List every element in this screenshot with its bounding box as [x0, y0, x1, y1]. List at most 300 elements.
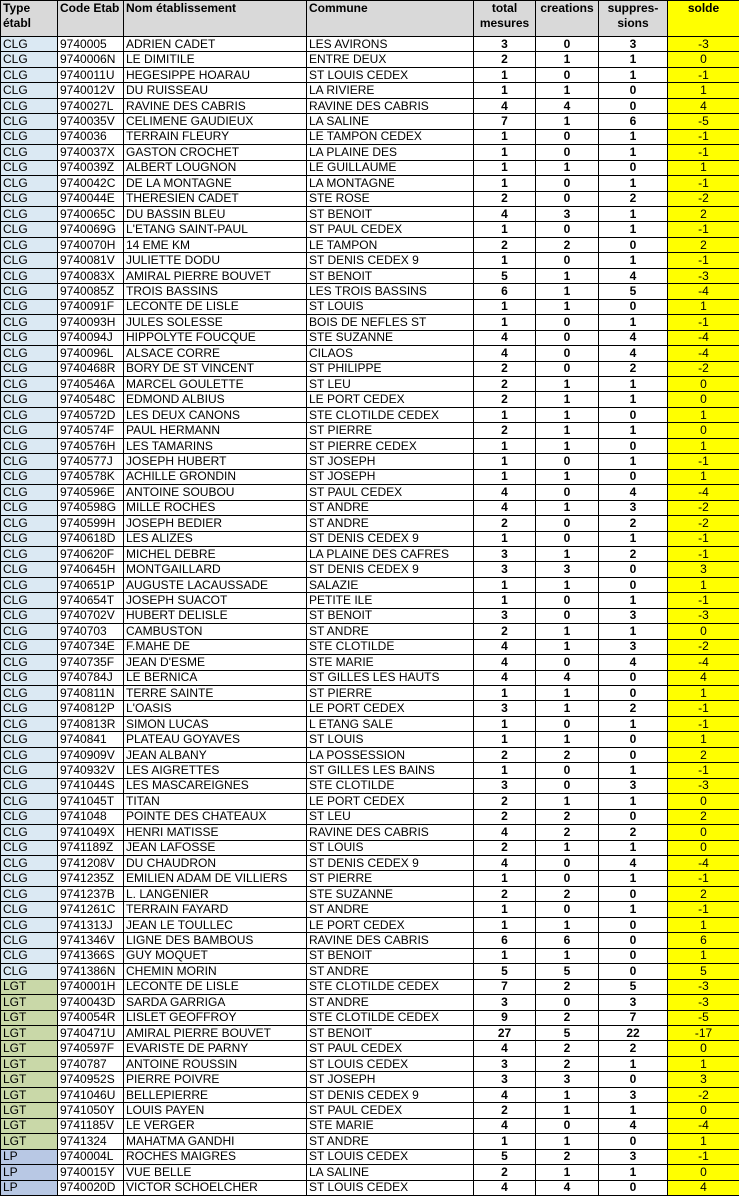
cell-total[interactable]: 2 — [474, 52, 536, 67]
cell-solde[interactable]: -4 — [668, 856, 739, 871]
cell-solde[interactable]: -1 — [668, 902, 739, 917]
cell-solde[interactable]: 0 — [668, 52, 739, 67]
cell-suppressions[interactable]: 1 — [599, 794, 668, 809]
cell-solde[interactable]: 1 — [668, 948, 739, 963]
cell-nom[interactable]: MARCEL GOULETTE — [124, 376, 307, 391]
cell-creations[interactable]: 0 — [536, 176, 599, 191]
cell-total[interactable]: 5 — [474, 1149, 536, 1164]
cell-suppressions[interactable]: 3 — [599, 500, 668, 515]
cell-nom[interactable]: HENRI MATISSE — [124, 825, 307, 840]
cell-solde[interactable]: -2 — [668, 1087, 739, 1102]
cell-total[interactable]: 4 — [474, 346, 536, 361]
cell-code[interactable]: 9741050Y — [58, 1103, 124, 1118]
cell-suppressions[interactable]: 0 — [599, 809, 668, 824]
cell-solde[interactable]: 1 — [668, 917, 739, 932]
cell-code[interactable]: 9740065C — [58, 206, 124, 221]
cell-type[interactable]: CLG — [1, 577, 58, 592]
cell-code[interactable]: 9740598G — [58, 500, 124, 515]
cell-solde[interactable]: -1 — [668, 67, 739, 82]
cell-nom[interactable]: LES MASCAREIGNES — [124, 778, 307, 793]
cell-solde[interactable]: -5 — [668, 1010, 739, 1025]
cell-total[interactable]: 2 — [474, 376, 536, 391]
cell-total[interactable]: 3 — [474, 995, 536, 1010]
cell-suppressions[interactable]: 1 — [599, 392, 668, 407]
cell-total[interactable]: 1 — [474, 129, 536, 144]
cell-commune[interactable]: SALAZIE — [307, 577, 474, 592]
cell-total[interactable]: 9 — [474, 1010, 536, 1025]
cell-total[interactable]: 4 — [474, 206, 536, 221]
cell-creations[interactable]: 0 — [536, 454, 599, 469]
cell-type[interactable]: CLG — [1, 840, 58, 855]
cell-code[interactable]: 9740574F — [58, 423, 124, 438]
cell-total[interactable]: 2 — [474, 423, 536, 438]
cell-solde[interactable]: -1 — [668, 129, 739, 144]
cell-solde[interactable]: -4 — [668, 485, 739, 500]
cell-creations[interactable]: 3 — [536, 562, 599, 577]
cell-suppressions[interactable]: 7 — [599, 1010, 668, 1025]
cell-solde[interactable]: 0 — [668, 1165, 739, 1180]
cell-type[interactable]: CLG — [1, 624, 58, 639]
cell-suppressions[interactable]: 1 — [599, 454, 668, 469]
cell-suppressions[interactable]: 2 — [599, 191, 668, 206]
cell-creations[interactable]: 0 — [536, 485, 599, 500]
cell-creations[interactable]: 2 — [536, 1010, 599, 1025]
cell-commune[interactable]: STE MARIE — [307, 655, 474, 670]
cell-creations[interactable]: 1 — [536, 160, 599, 175]
cell-nom[interactable]: MAHATMA GANDHI — [124, 1134, 307, 1149]
cell-code[interactable]: 9740091F — [58, 299, 124, 314]
cell-creations[interactable]: 5 — [536, 1026, 599, 1041]
cell-nom[interactable]: LIGNE DES BAMBOUS — [124, 933, 307, 948]
cell-nom[interactable]: GASTON CROCHET — [124, 145, 307, 160]
cell-suppressions[interactable]: 0 — [599, 299, 668, 314]
cell-suppressions[interactable]: 1 — [599, 52, 668, 67]
cell-creations[interactable]: 0 — [536, 531, 599, 546]
cell-total[interactable]: 1 — [474, 948, 536, 963]
cell-commune[interactable]: ST LOUIS — [307, 299, 474, 314]
cell-suppressions[interactable]: 1 — [599, 871, 668, 886]
cell-commune[interactable]: LA SALINE — [307, 114, 474, 129]
cell-suppressions[interactable]: 1 — [599, 253, 668, 268]
cell-nom[interactable]: JOSEPH HUBERT — [124, 454, 307, 469]
cell-solde[interactable]: 1 — [668, 1056, 739, 1071]
cell-total[interactable]: 1 — [474, 1134, 536, 1149]
cell-nom[interactable]: JEAN D'ESME — [124, 655, 307, 670]
cell-type[interactable]: CLG — [1, 222, 58, 237]
cell-nom[interactable]: AMIRAL PIERRE BOUVET — [124, 268, 307, 283]
cell-nom[interactable]: ANTOINE SOUBOU — [124, 485, 307, 500]
cell-solde[interactable]: 0 — [668, 840, 739, 855]
cell-suppressions[interactable]: 1 — [599, 129, 668, 144]
cell-nom[interactable]: DE LA MONTAGNE — [124, 176, 307, 191]
cell-suppressions[interactable]: 0 — [599, 1180, 668, 1195]
cell-code[interactable]: 9740012V — [58, 83, 124, 98]
cell-creations[interactable]: 0 — [536, 1118, 599, 1133]
cell-creations[interactable]: 1 — [536, 469, 599, 484]
cell-nom[interactable]: HIPPOLYTE FOUCQUE — [124, 330, 307, 345]
cell-solde[interactable]: -1 — [668, 145, 739, 160]
cell-creations[interactable]: 0 — [536, 516, 599, 531]
cell-total[interactable]: 2 — [474, 624, 536, 639]
cell-total[interactable]: 3 — [474, 701, 536, 716]
cell-commune[interactable]: LA SALINE — [307, 1165, 474, 1180]
cell-creations[interactable]: 1 — [536, 423, 599, 438]
cell-commune[interactable]: LE PORT CEDEX — [307, 794, 474, 809]
cell-suppressions[interactable]: 3 — [599, 37, 668, 52]
cell-solde[interactable]: 2 — [668, 747, 739, 762]
cell-commune[interactable]: STE ROSE — [307, 191, 474, 206]
cell-code[interactable]: 9741346V — [58, 933, 124, 948]
cell-solde[interactable]: 0 — [668, 1103, 739, 1118]
cell-creations[interactable]: 0 — [536, 361, 599, 376]
cell-solde[interactable]: -2 — [668, 500, 739, 515]
cell-code[interactable]: 9740596E — [58, 485, 124, 500]
cell-total[interactable]: 1 — [474, 160, 536, 175]
cell-total[interactable]: 2 — [474, 747, 536, 762]
cell-code[interactable]: 9741237B — [58, 886, 124, 901]
cell-nom[interactable]: L'OASIS — [124, 701, 307, 716]
cell-creations[interactable]: 1 — [536, 1087, 599, 1102]
cell-code[interactable]: 9740006N — [58, 52, 124, 67]
cell-suppressions[interactable]: 4 — [599, 268, 668, 283]
cell-commune[interactable]: LE PORT CEDEX — [307, 392, 474, 407]
cell-commune[interactable]: ST PAUL CEDEX — [307, 1041, 474, 1056]
cell-type[interactable]: CLG — [1, 407, 58, 422]
cell-suppressions[interactable]: 0 — [599, 98, 668, 113]
cell-code[interactable]: 9740734E — [58, 639, 124, 654]
cell-creations[interactable]: 0 — [536, 995, 599, 1010]
cell-type[interactable]: CLG — [1, 52, 58, 67]
cell-total[interactable]: 4 — [474, 655, 536, 670]
header-suppressions[interactable]: suppres-sions — [599, 1, 668, 37]
cell-type[interactable]: CLG — [1, 129, 58, 144]
cell-type[interactable]: LGT — [1, 1134, 58, 1149]
cell-code[interactable]: 9741045T — [58, 794, 124, 809]
cell-creations[interactable]: 0 — [536, 37, 599, 52]
cell-code[interactable]: 9740577J — [58, 454, 124, 469]
cell-commune[interactable]: LE PORT CEDEX — [307, 701, 474, 716]
cell-type[interactable]: CLG — [1, 237, 58, 252]
cell-commune[interactable]: ST PIERRE — [307, 871, 474, 886]
cell-total[interactable]: 7 — [474, 114, 536, 129]
cell-total[interactable]: 4 — [474, 825, 536, 840]
cell-nom[interactable]: GUY MOQUET — [124, 948, 307, 963]
cell-code[interactable]: 9740812P — [58, 701, 124, 716]
cell-suppressions[interactable]: 4 — [599, 346, 668, 361]
cell-creations[interactable]: 3 — [536, 206, 599, 221]
cell-code[interactable]: 9740703 — [58, 624, 124, 639]
cell-nom[interactable]: TITAN — [124, 794, 307, 809]
cell-creations[interactable]: 1 — [536, 1134, 599, 1149]
cell-type[interactable]: CLG — [1, 114, 58, 129]
cell-code[interactable]: 9740597F — [58, 1041, 124, 1056]
cell-nom[interactable]: L. LANGENIER — [124, 886, 307, 901]
cell-commune[interactable]: ST PAUL CEDEX — [307, 1103, 474, 1118]
cell-suppressions[interactable]: 0 — [599, 1072, 668, 1087]
cell-total[interactable]: 1 — [474, 917, 536, 932]
cell-code[interactable]: 9740618D — [58, 531, 124, 546]
cell-type[interactable]: CLG — [1, 794, 58, 809]
cell-commune[interactable]: ST LEU — [307, 809, 474, 824]
cell-suppressions[interactable]: 4 — [599, 485, 668, 500]
cell-type[interactable]: CLG — [1, 392, 58, 407]
cell-commune[interactable]: ST LOUIS CEDEX — [307, 1056, 474, 1071]
cell-type[interactable]: CLG — [1, 608, 58, 623]
cell-solde[interactable]: -1 — [668, 546, 739, 561]
cell-code[interactable]: 9740787 — [58, 1056, 124, 1071]
cell-type[interactable]: CLG — [1, 593, 58, 608]
cell-nom[interactable]: CAMBUSTON — [124, 624, 307, 639]
header-total[interactable]: total mesures — [474, 1, 536, 37]
cell-type[interactable]: LGT — [1, 1026, 58, 1041]
cell-creations[interactable]: 1 — [536, 732, 599, 747]
cell-commune[interactable]: ST ANDRE — [307, 516, 474, 531]
cell-solde[interactable]: -1 — [668, 1149, 739, 1164]
cell-suppressions[interactable]: 22 — [599, 1026, 668, 1041]
cell-suppressions[interactable]: 3 — [599, 1087, 668, 1102]
cell-solde[interactable]: -1 — [668, 222, 739, 237]
cell-total[interactable]: 6 — [474, 284, 536, 299]
cell-solde[interactable]: 2 — [668, 237, 739, 252]
cell-commune[interactable]: STE SUZANNE — [307, 886, 474, 901]
cell-commune[interactable]: ST PAUL CEDEX — [307, 222, 474, 237]
cell-solde[interactable]: -4 — [668, 330, 739, 345]
cell-total[interactable]: 4 — [474, 670, 536, 685]
cell-type[interactable]: LGT — [1, 1103, 58, 1118]
cell-solde[interactable]: 1 — [668, 686, 739, 701]
cell-suppressions[interactable]: 0 — [599, 1134, 668, 1149]
cell-suppressions[interactable]: 4 — [599, 330, 668, 345]
cell-commune[interactable]: PETITE ILE — [307, 593, 474, 608]
cell-nom[interactable]: EDMOND ALBIUS — [124, 392, 307, 407]
cell-code[interactable]: 9741366S — [58, 948, 124, 963]
cell-code[interactable]: 9740651P — [58, 577, 124, 592]
cell-creations[interactable]: 1 — [536, 701, 599, 716]
cell-type[interactable]: CLG — [1, 485, 58, 500]
cell-commune[interactable]: LES TROIS BASSINS — [307, 284, 474, 299]
cell-solde[interactable]: 4 — [668, 1180, 739, 1195]
cell-solde[interactable]: 0 — [668, 794, 739, 809]
cell-commune[interactable]: ST GILLES LES HAUTS — [307, 670, 474, 685]
cell-code[interactable]: 9740096L — [58, 346, 124, 361]
cell-code[interactable]: 9740952S — [58, 1072, 124, 1087]
cell-commune[interactable]: L ETANG SALE — [307, 716, 474, 731]
cell-total[interactable]: 4 — [474, 485, 536, 500]
cell-commune[interactable]: ST ANDRE — [307, 902, 474, 917]
cell-nom[interactable]: ALBERT LOUGNON — [124, 160, 307, 175]
cell-solde[interactable]: 0 — [668, 392, 739, 407]
cell-commune[interactable]: RAVINE DES CABRIS — [307, 933, 474, 948]
cell-type[interactable]: CLG — [1, 191, 58, 206]
cell-code[interactable]: 9740784J — [58, 670, 124, 685]
cell-solde[interactable]: -2 — [668, 516, 739, 531]
cell-solde[interactable]: -1 — [668, 871, 739, 886]
cell-suppressions[interactable]: 2 — [599, 701, 668, 716]
cell-code[interactable]: 9740471U — [58, 1026, 124, 1041]
cell-code[interactable]: 9740813R — [58, 716, 124, 731]
cell-total[interactable]: 6 — [474, 933, 536, 948]
cell-type[interactable]: CLG — [1, 809, 58, 824]
cell-type[interactable]: CLG — [1, 886, 58, 901]
cell-type[interactable]: CLG — [1, 330, 58, 345]
cell-commune[interactable]: ST PHILIPPE — [307, 361, 474, 376]
cell-suppressions[interactable]: 2 — [599, 1041, 668, 1056]
cell-nom[interactable]: ACHILLE GRONDIN — [124, 469, 307, 484]
cell-nom[interactable]: EVARISTE DE PARNY — [124, 1041, 307, 1056]
cell-code[interactable]: 9740576H — [58, 438, 124, 453]
cell-commune[interactable]: ST BENOIT — [307, 948, 474, 963]
cell-nom[interactable]: RAVINE DES CABRIS — [124, 98, 307, 113]
cell-creations[interactable]: 1 — [536, 577, 599, 592]
cell-code[interactable]: 9741044S — [58, 778, 124, 793]
cell-creations[interactable]: 5 — [536, 964, 599, 979]
cell-commune[interactable]: RAVINE DES CABRIS — [307, 825, 474, 840]
cell-total[interactable]: 3 — [474, 1056, 536, 1071]
cell-type[interactable]: CLG — [1, 454, 58, 469]
cell-creations[interactable]: 1 — [536, 284, 599, 299]
cell-nom[interactable]: VUE BELLE — [124, 1165, 307, 1180]
cell-code[interactable]: 9740037X — [58, 145, 124, 160]
cell-total[interactable]: 1 — [474, 871, 536, 886]
cell-nom[interactable]: TROIS BASSINS — [124, 284, 307, 299]
cell-solde[interactable]: 2 — [668, 809, 739, 824]
cell-commune[interactable]: LE PORT CEDEX — [307, 917, 474, 932]
cell-code[interactable]: 9740654T — [58, 593, 124, 608]
cell-total[interactable]: 4 — [474, 1118, 536, 1133]
cell-suppressions[interactable]: 1 — [599, 593, 668, 608]
cell-type[interactable]: CLG — [1, 701, 58, 716]
cell-type[interactable]: CLG — [1, 176, 58, 191]
cell-code[interactable]: 9740735F — [58, 655, 124, 670]
cell-nom[interactable]: L'ETANG SAINT-PAUL — [124, 222, 307, 237]
cell-type[interactable]: CLG — [1, 778, 58, 793]
cell-commune[interactable]: ST LEU — [307, 376, 474, 391]
cell-solde[interactable]: -4 — [668, 284, 739, 299]
cell-solde[interactable]: -3 — [668, 37, 739, 52]
cell-suppressions[interactable]: 1 — [599, 206, 668, 221]
cell-type[interactable]: LGT — [1, 1118, 58, 1133]
cell-type[interactable]: LP — [1, 1149, 58, 1164]
cell-code[interactable]: 9741189Z — [58, 840, 124, 855]
cell-type[interactable]: LP — [1, 1180, 58, 1195]
cell-creations[interactable]: 0 — [536, 67, 599, 82]
cell-total[interactable]: 1 — [474, 407, 536, 422]
cell-solde[interactable]: 5 — [668, 964, 739, 979]
cell-code[interactable]: 9740004L — [58, 1149, 124, 1164]
cell-nom[interactable]: MICHEL DEBRE — [124, 546, 307, 561]
header-nom[interactable]: Nom établissement — [124, 1, 307, 37]
cell-nom[interactable]: LES ALIZES — [124, 531, 307, 546]
cell-creations[interactable]: 0 — [536, 346, 599, 361]
cell-commune[interactable]: ST ANDRE — [307, 1134, 474, 1149]
cell-commune[interactable]: ST BENOIT — [307, 608, 474, 623]
cell-creations[interactable]: 0 — [536, 253, 599, 268]
cell-suppressions[interactable]: 0 — [599, 237, 668, 252]
cell-creations[interactable]: 2 — [536, 1056, 599, 1071]
cell-total[interactable]: 1 — [474, 438, 536, 453]
cell-suppressions[interactable]: 1 — [599, 624, 668, 639]
cell-code[interactable]: 9740085Z — [58, 284, 124, 299]
cell-creations[interactable]: 1 — [536, 83, 599, 98]
cell-solde[interactable]: -1 — [668, 763, 739, 778]
cell-suppressions[interactable]: 1 — [599, 840, 668, 855]
cell-nom[interactable]: LES AIGRETTES — [124, 763, 307, 778]
cell-type[interactable]: CLG — [1, 732, 58, 747]
cell-code[interactable]: 9740094J — [58, 330, 124, 345]
cell-code[interactable]: 9741324 — [58, 1134, 124, 1149]
cell-creations[interactable]: 2 — [536, 237, 599, 252]
cell-type[interactable]: CLG — [1, 670, 58, 685]
cell-commune[interactable]: STE CLOTILDE — [307, 639, 474, 654]
cell-total[interactable]: 5 — [474, 964, 536, 979]
cell-solde[interactable]: 4 — [668, 670, 739, 685]
cell-creations[interactable]: 1 — [536, 546, 599, 561]
cell-type[interactable]: CLG — [1, 948, 58, 963]
cell-code[interactable]: 9740069G — [58, 222, 124, 237]
cell-creations[interactable]: 4 — [536, 98, 599, 113]
cell-type[interactable]: CLG — [1, 516, 58, 531]
cell-nom[interactable]: JOSEPH SUACOT — [124, 593, 307, 608]
cell-code[interactable]: 9740702V — [58, 608, 124, 623]
cell-solde[interactable]: -1 — [668, 701, 739, 716]
cell-commune[interactable]: ST PIERRE — [307, 423, 474, 438]
cell-commune[interactable]: ST JOSEPH — [307, 1072, 474, 1087]
cell-nom[interactable]: SARDA GARRIGA — [124, 995, 307, 1010]
cell-type[interactable]: CLG — [1, 284, 58, 299]
cell-commune[interactable]: BOIS DE NEFLES ST — [307, 315, 474, 330]
cell-total[interactable]: 1 — [474, 222, 536, 237]
cell-solde[interactable]: 1 — [668, 438, 739, 453]
cell-solde[interactable]: -1 — [668, 176, 739, 191]
header-code[interactable]: Code Etab — [58, 1, 124, 37]
cell-nom[interactable]: ADRIEN CADET — [124, 37, 307, 52]
cell-commune[interactable]: LE TAMPON CEDEX — [307, 129, 474, 144]
cell-code[interactable]: 9741185V — [58, 1118, 124, 1133]
cell-suppressions[interactable]: 1 — [599, 1103, 668, 1118]
cell-suppressions[interactable]: 1 — [599, 531, 668, 546]
cell-type[interactable]: CLG — [1, 546, 58, 561]
cell-solde[interactable]: -3 — [668, 995, 739, 1010]
cell-type[interactable]: CLG — [1, 423, 58, 438]
cell-suppressions[interactable]: 1 — [599, 423, 668, 438]
cell-solde[interactable]: -2 — [668, 639, 739, 654]
cell-code[interactable]: 9740011U — [58, 67, 124, 82]
cell-solde[interactable]: 1 — [668, 407, 739, 422]
cell-suppressions[interactable]: 0 — [599, 732, 668, 747]
cell-nom[interactable]: LECONTE DE LISLE — [124, 299, 307, 314]
cell-code[interactable]: 9741046U — [58, 1087, 124, 1102]
cell-suppressions[interactable]: 5 — [599, 979, 668, 994]
cell-code[interactable]: 9740093H — [58, 315, 124, 330]
cell-nom[interactable]: BELLEPIERRE — [124, 1087, 307, 1102]
cell-commune[interactable]: LA POSSESSION — [307, 747, 474, 762]
cell-type[interactable]: CLG — [1, 639, 58, 654]
cell-total[interactable]: 1 — [474, 902, 536, 917]
cell-code[interactable]: 9740572D — [58, 407, 124, 422]
cell-suppressions[interactable]: 0 — [599, 747, 668, 762]
cell-creations[interactable]: 1 — [536, 840, 599, 855]
cell-commune[interactable]: ST PIERRE — [307, 686, 474, 701]
cell-creations[interactable]: 0 — [536, 593, 599, 608]
cell-type[interactable]: LP — [1, 1165, 58, 1180]
cell-solde[interactable]: -3 — [668, 608, 739, 623]
cell-type[interactable]: CLG — [1, 160, 58, 175]
cell-code[interactable]: 9740027L — [58, 98, 124, 113]
cell-nom[interactable]: F.MAHE DE — [124, 639, 307, 654]
cell-commune[interactable]: ST BENOIT — [307, 1026, 474, 1041]
cell-code[interactable]: 9741261C — [58, 902, 124, 917]
cell-commune[interactable]: ST JOSEPH — [307, 454, 474, 469]
